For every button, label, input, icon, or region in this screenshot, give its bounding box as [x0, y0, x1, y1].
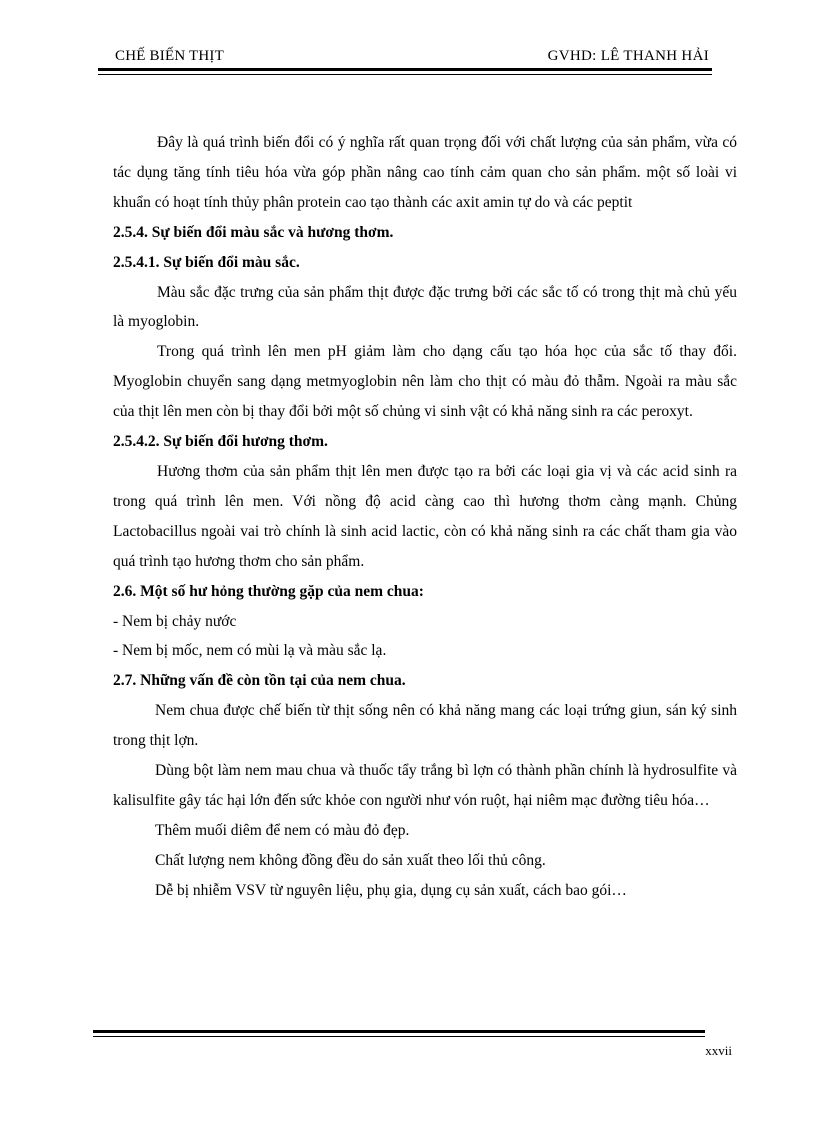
header-title: CHẾ BIẾN THỊT	[115, 48, 224, 64]
paragraph-contamination: Dễ bị nhiễm VSV từ nguyên liệu, phụ gia, dụng cụ sản xuất, cách bao gói…	[155, 881, 627, 899]
paragraph-quality: Chất lượng nem không đồng đều do sản xuất theo lối thủ công.	[155, 851, 546, 869]
paragraph-aroma: Hương thơm của sản phẩm thịt lên men được tạo ra bởi các loại gia vị và các acid sinh ra trong quá trình lên men. Với nồng độ acid càng cao thì hương thơm càng mạnh. Chủng Lactobacillus ngoài vai trò chính là sinh acid lactic, còn có khả năng sinh ra các chất tham gia vào quá trình tạo hương thơm cho sản phẩm.	[113, 462, 737, 570]
paragraph-color-pigment: Màu sắc đặc trưng của sản phẩm thịt được đặc trưng bởi các sắc tố có trong thịt mà chủ yếu là myoglobin.	[113, 283, 737, 331]
heading-2-7: 2.7. Những vấn đề còn tồn tại của nem chua.	[113, 672, 406, 690]
heading-2-6: 2.6. Một số hư hỏng thường gặp của nem chua:	[113, 582, 424, 600]
bullet-watery: - Nem bị chảy nước	[113, 612, 237, 630]
paragraph-parasites: Nem chua được chế biến từ thịt sống nên có khả năng mang các loại trứng giun, sán ký sinh trong thịt lợn.	[113, 702, 737, 750]
bullet-mold: - Nem bị mốc, nem có mùi lạ và màu sắc lạ.	[113, 642, 387, 660]
header-rule-thin	[98, 74, 712, 75]
header-advisor: GVHD: LÊ THANH HẢI	[547, 48, 709, 64]
paragraph-saltpeter: Thêm muối diêm để nem có màu đỏ đẹp.	[155, 821, 410, 839]
header-rule-thick	[98, 68, 712, 71]
page-body	[113, 128, 737, 906]
heading-2-5-4-1: 2.5.4.1. Sự biến đổi màu sắc.	[113, 253, 300, 271]
paragraph-protein: Đây là quá trình biến đổi có ý nghĩa rất quan trọng đối với chất lượng của sản phẩm, vừa có tác dụng tăng tính tiêu hóa vừa góp phần nâng cao tính cảm quan cho sản phẩm. một số loài vi khuẩn có hoạt tính thủy phân protein cao tạo thành các axit amin tự do và các peptit	[113, 134, 737, 211]
footer-rule-thin	[93, 1036, 705, 1037]
page-header	[97, 48, 711, 68]
page-number: xxvii	[705, 1043, 732, 1058]
paragraph-bleach: Dùng bột làm nem mau chua và thuốc tẩy trắng bì lợn có thành phần chính là hydrosulfite và kalisulfite gây tác hại lớn đến sức khỏe con người như vón ruột, hại niêm mạc đường tiêu hóa…	[113, 762, 737, 809]
paragraph-myoglobin: Trong quá trình lên men pH giảm làm cho dạng cấu tạo hóa học của sắc tố thay đổi. Myoglobin chuyển sang dạng metmyoglobin nên làm cho thịt có màu đỏ thẫm. Ngoài ra màu sắc của thịt lên men còn bị thay đổi bởi một số chủng vi sinh vật có khả năng sinh ra các peroxyt.	[113, 343, 737, 421]
heading-2-5-4-2: 2.5.4.2. Sự biến đổi hương thơm.	[113, 433, 328, 451]
heading-2-5-4: 2.5.4. Sự biến đổi màu sắc và hương thơm.	[113, 223, 394, 241]
footer-rule-thick	[93, 1030, 705, 1033]
